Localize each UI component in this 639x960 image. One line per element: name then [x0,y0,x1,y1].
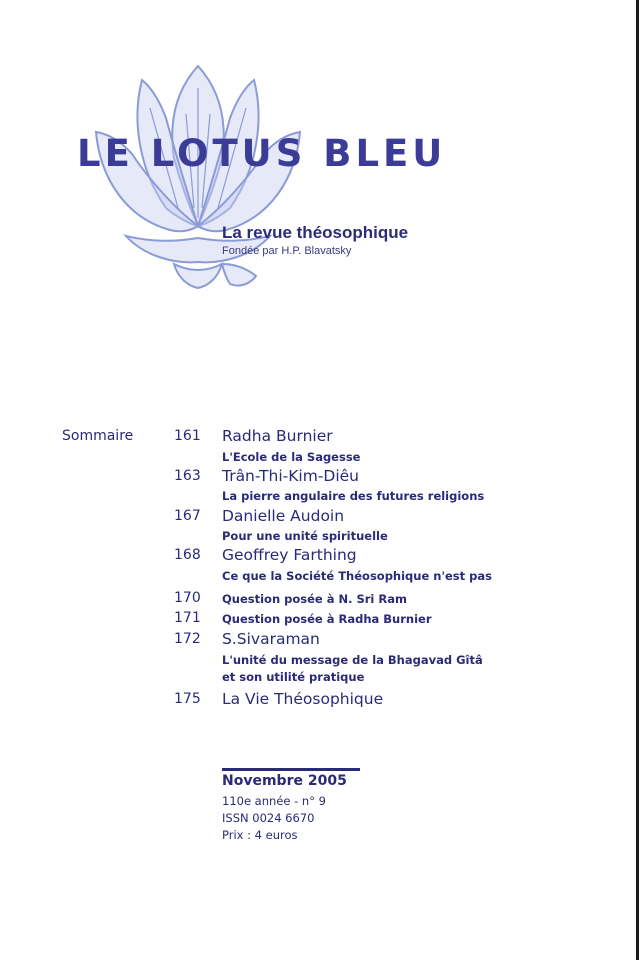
issue-date: Novembre 2005 [222,773,347,789]
toc-article-title: Question posée à Radha Burnier [222,612,432,626]
toc-article-title: L'unité du message de la Bhagavad Gîtâ [222,653,483,667]
toc-article-title: Ce que la Société Théosophique n'est pas [222,569,492,583]
toc-page-number: 168 [174,547,201,563]
toc-author: Radha Burnier [222,427,333,445]
issue-year-number: 110e année - n° 9 [222,794,326,808]
toc-article-title-continued: et son utilité pratique [222,670,365,684]
summary-label: Sommaire [62,428,134,444]
toc-article-title: Pour une unité spirituelle [222,529,388,543]
issue-rule [222,768,360,771]
toc-page-number: 167 [174,508,201,524]
toc-article-title: La pierre angulaire des futures religions [222,489,485,503]
toc-page-number: 170 [174,590,201,606]
toc-page-number: 171 [174,610,201,626]
founder-line: Fondée par H.P. Blavatsky [222,245,352,257]
toc-page-number: 172 [174,631,201,647]
toc-article-title: Question posée à N. Sri Ram [222,592,407,606]
toc-section-title: La Vie Théosophique [222,690,384,708]
toc-article-title: L'Ecole de la Sagesse [222,450,361,464]
issue-price: Prix : 4 euros [222,828,298,842]
toc-author: S.Sivaraman [222,630,320,648]
page-title: LE LOTUS BLEU [77,132,447,175]
toc-page-number: 163 [174,468,201,484]
toc-page-number: 161 [174,428,201,444]
toc-page-number: 175 [174,691,201,707]
lotus-flower-icon [74,58,324,296]
toc-author: Geoffrey Farthing [222,546,357,564]
toc-author: Danielle Audoin [222,507,345,525]
toc-author: Trân-Thi-Kim-Diêu [222,467,360,485]
issue-issn: ISSN 0024 6670 [222,811,315,825]
page-subtitle: La revue théosophique [222,223,409,242]
